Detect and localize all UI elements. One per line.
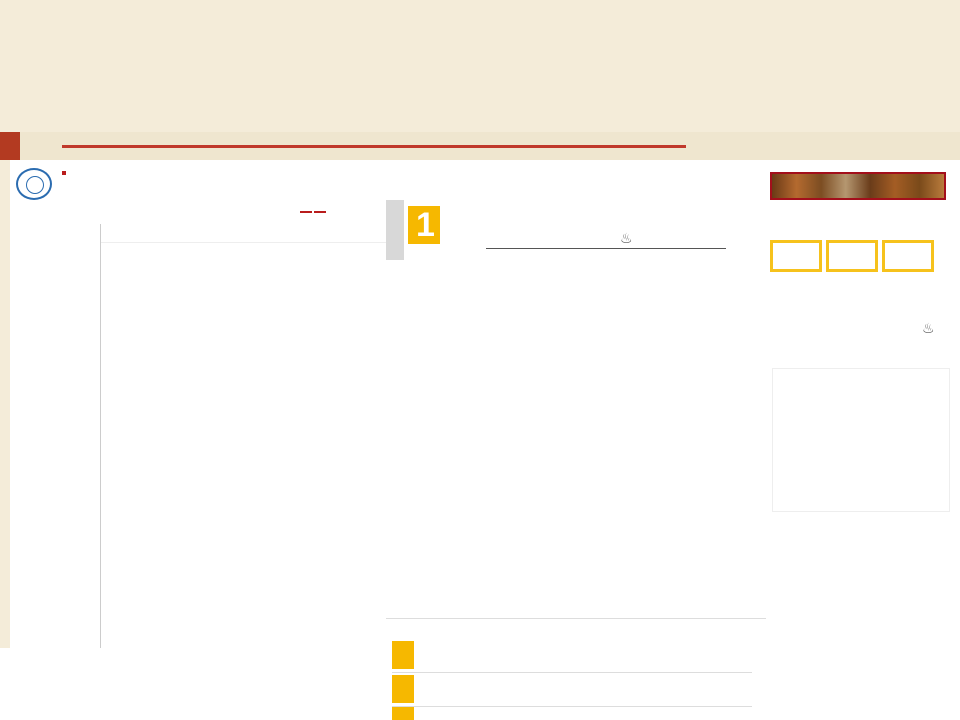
un-emblem-icon[interactable] <box>16 168 52 200</box>
storyline-button[interactable] <box>826 240 878 272</box>
target-row <box>392 641 762 673</box>
goal1-document-screenshot <box>386 200 766 720</box>
target-divider <box>392 672 752 673</box>
eclac-top-links <box>300 211 326 213</box>
eclac-website-screenshot <box>0 160 386 648</box>
eclac-left-nav <box>10 224 96 648</box>
regional-progress-screenshot <box>766 170 960 648</box>
goal1-badge-icon <box>408 206 440 244</box>
site-map-link[interactable] <box>314 211 326 213</box>
eclac-link[interactable] <box>300 211 312 213</box>
target-marker-icon <box>392 707 414 720</box>
photo-banner <box>770 172 946 200</box>
goal-header-rule <box>486 248 726 249</box>
headlines-title <box>101 224 386 243</box>
targets-box <box>386 618 766 720</box>
regional-buttons <box>770 240 934 272</box>
bowl-icon: ♨ <box>922 320 935 336</box>
indicator-bar-chart[interactable] <box>772 368 950 512</box>
complete-chapter-button[interactable] <box>770 240 822 272</box>
target-marker-icon <box>392 641 414 669</box>
eclac-header <box>10 160 386 222</box>
slide-red-rule <box>62 145 686 148</box>
target-row <box>392 675 762 707</box>
slide-title-area <box>0 0 960 132</box>
slide-accent-bar <box>0 132 20 160</box>
headlines-panel <box>100 224 386 648</box>
target-marker-icon <box>392 675 414 703</box>
goal-side-strip <box>386 200 404 260</box>
fact-sheet-button[interactable] <box>882 240 934 272</box>
slide-title-rule <box>0 132 960 160</box>
target-row <box>392 707 762 720</box>
bowl-icon: ♨ <box>620 230 633 246</box>
